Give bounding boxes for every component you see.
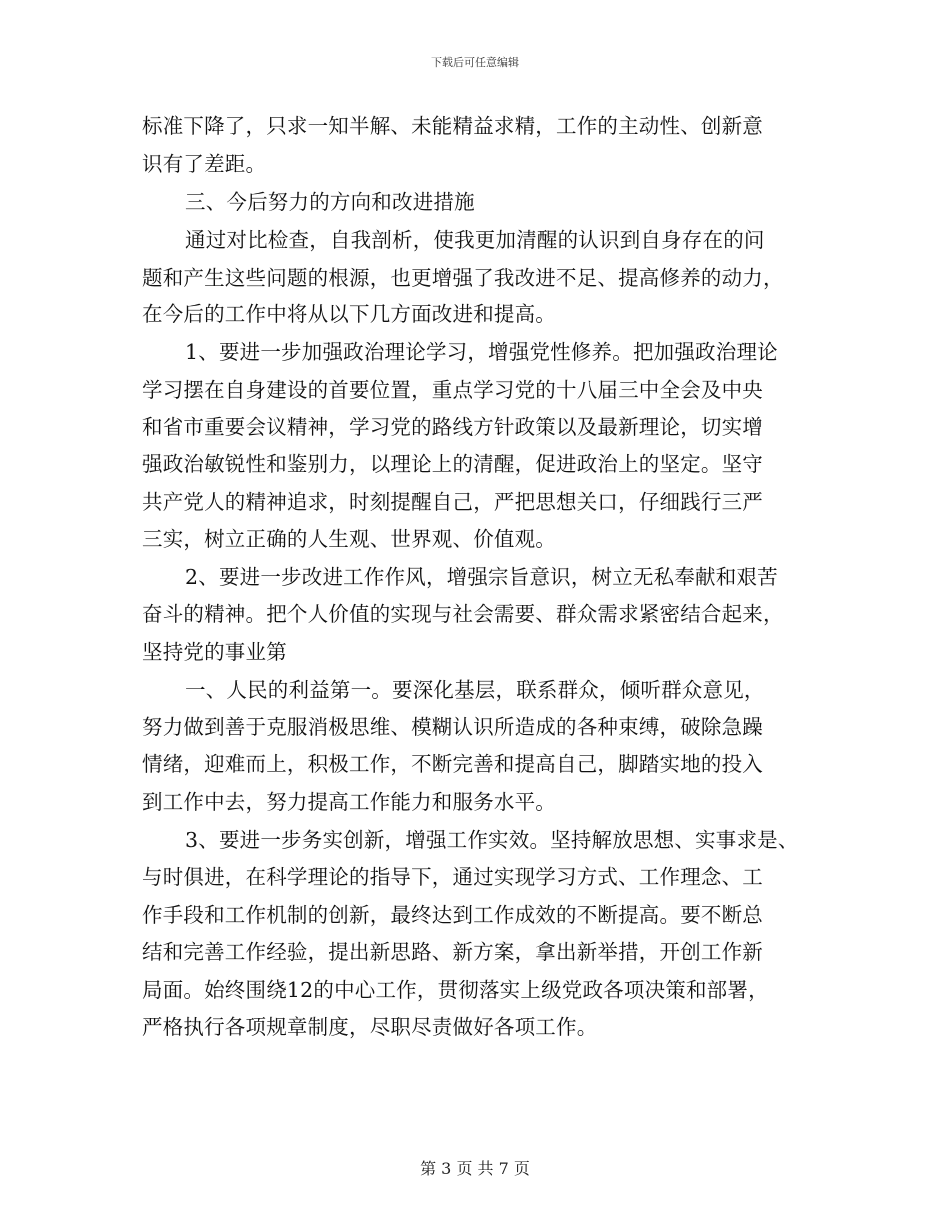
- text-line: 局面。始终围绕12的中心工作，贯彻落实上级党政各项决策和部署，: [142, 978, 769, 1002]
- text-line: 一、人民的利益第一。要深化基层，联系群众，倾听群众意见，: [185, 678, 765, 702]
- text-line: 和省市重要会议精神，学习党的路线方针政策以及最新理论，切实增: [142, 415, 763, 439]
- text-line: 题和产生这些问题的根源，也更增强了我改进不足、提高修养的动力，: [142, 266, 784, 290]
- text-line: 努力做到善于克服消极思维、模糊认识所造成的各种束缚，破除急躁: [142, 715, 763, 739]
- page-header: 下载后可任意编辑: [431, 56, 519, 69]
- page-footer: 第 3 页 共 7 页: [420, 1159, 530, 1178]
- text-line: 结和完善工作经验，提出新思路、新方案，拿出新举措，开创工作新: [142, 940, 763, 964]
- text-line: 2、要进一步改进工作作风，增强宗旨意识，树立无私奉献和艰苦: [185, 565, 778, 589]
- text-line: 三实，树立正确的人生观、世界观、价值观。: [142, 527, 556, 551]
- text-line: 严格执行各项规章制度，尽职尽责做好各项工作。: [142, 1015, 598, 1039]
- text-line: 奋斗的精神。把个人价值的实现与社会需要、群众需求紧密结合起来，: [142, 602, 784, 626]
- text-line: 在今后的工作中将从以下几方面改进和提高。: [142, 302, 556, 326]
- text-line: 作手段和工作机制的创新，最终达到工作成效的不断提高。要不断总: [142, 903, 763, 927]
- text-line: 与时俱进，在科学理论的指导下，通过实现学习方式、工作理念、工: [142, 865, 763, 889]
- text-line: 通过对比检查，自我剖析，使我更加清醒的认识到自身存在的问: [185, 228, 765, 252]
- text-line: 强政治敏锐性和鉴别力，以理论上的清醒，促进政治上的坚定。坚守: [142, 452, 763, 476]
- text-line: 识有了差距。: [142, 152, 267, 176]
- text-line: 坚持党的事业第: [142, 640, 287, 664]
- text-line: 学习摆在自身建设的首要位置，重点学习党的十八届三中全会及中央: [142, 378, 763, 402]
- text-line: 1、要进一步加强政治理论学习，增强党性修养。把加强政治理论: [185, 340, 778, 364]
- text-line: 3、要进一步务实创新，增强工作实效。坚持解放思想、实事求是、: [185, 828, 799, 852]
- text-line: 共产党人的精神追求，时刻提醒自己，严把思想关口，仔细践行三严: [142, 490, 763, 514]
- text-line: 情绪，迎难而上，积极工作，不断完善和提高自己，脚踏实地的投入: [142, 752, 763, 776]
- section-heading: 三、今后努力的方向和改进措施: [185, 190, 475, 214]
- text-line: 标准下降了，只求一知半解、未能精益求精，工作的主动性、创新意: [142, 114, 763, 138]
- text-line: 到工作中去，努力提高工作能力和服务水平。: [142, 790, 556, 814]
